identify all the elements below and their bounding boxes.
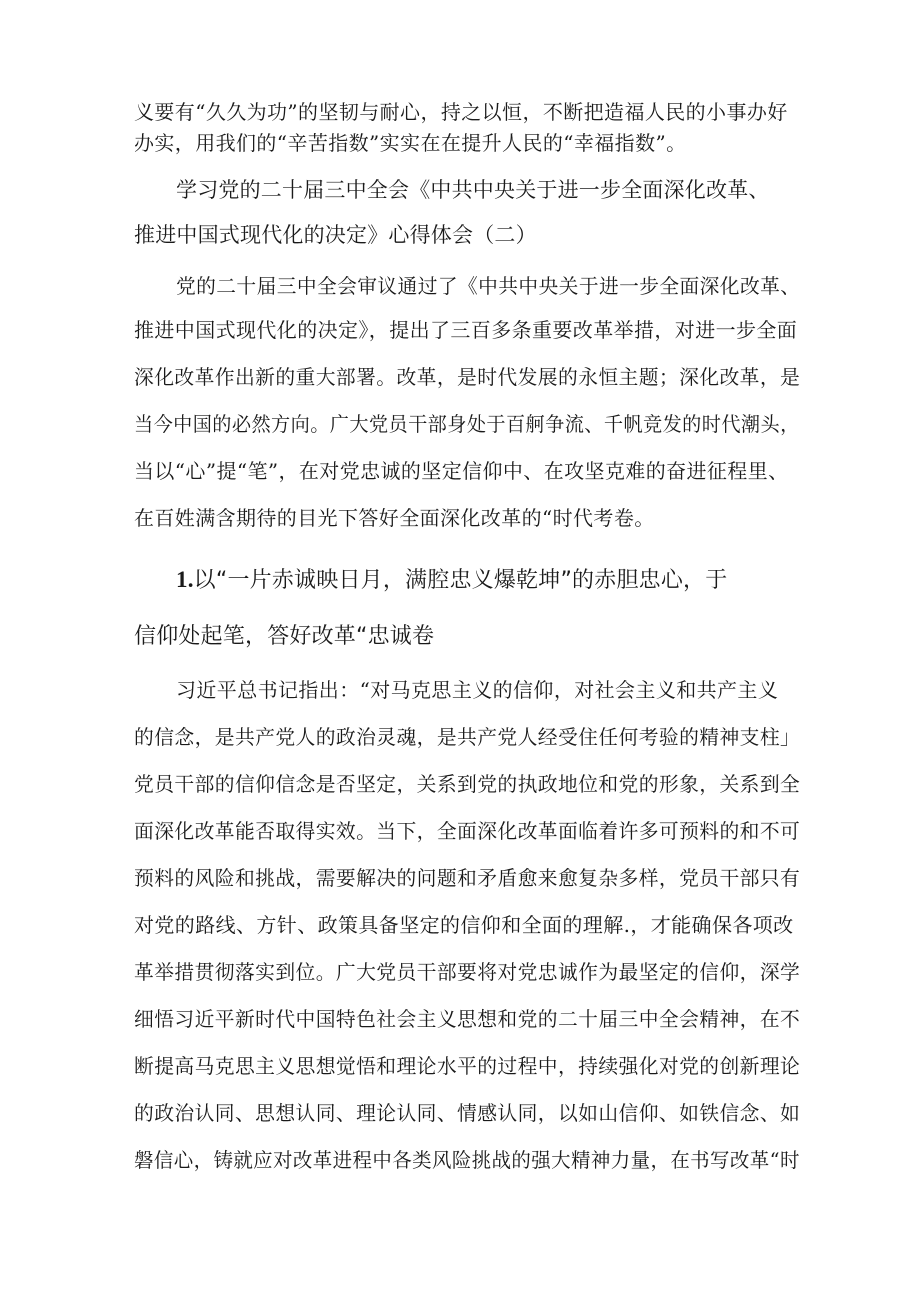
section-number: 1.	[176, 567, 194, 592]
paragraph-line: 习近平总书记指出：“对马克思主义的信仰，对社会主义和共产主义	[176, 678, 779, 702]
section-heading-text: 以“一片赤诚映日月，满腔忠义爆乾坤”的赤胆忠心，于	[193, 568, 728, 593]
paragraph-line: 预料的风险和挑战，需要解决的问题和矛盾愈来愈复杂多样，党员干部只有	[134, 866, 801, 890]
paragraph-line: 当今中国的必然方向。广大党员干部身处于百舸争流、千帆竞发的时代潮头，	[134, 412, 800, 436]
paragraph-line: 党员干部的信仰信念是否坚定，关系到党的执政地位和党的形象，关系到全	[134, 772, 801, 796]
paragraph-line: 对党的路线、方针、政策具备坚定的信仰和全面的理解.，才能确保各项改	[134, 913, 794, 937]
section-heading: 信仰处起笔，答好改革“忠诚卷	[134, 624, 435, 649]
paragraph-line: 的政治认同、思想认同、理论认同、情感认同，以如山信仰、如铁信念、如	[134, 1101, 801, 1125]
paragraph-line: 磐信心，铸就应对改革进程中各类风险挑战的强大精神力量，在书写改革“时	[134, 1148, 800, 1172]
paragraph-line: 细悟习近平新时代中国特色社会主义思想和党的二十届三中全会精神，在不	[134, 1007, 801, 1031]
paragraph-line: 革举措贯彻落实到位。广大党员干部要将对党忠诚作为最坚定的信仰，深学	[134, 960, 801, 984]
paragraph-line: 面深化改革能否取得实效。当下，全面深化改革面临着许多可预料的和不可	[134, 819, 801, 843]
paragraph-line: 推进中国式现代化的决定》，提出了三百多条重要改革举措，对进一步全面	[134, 318, 798, 342]
section-heading	[176, 568, 727, 593]
document-title: 学习党的二十届三中全会《中共中央关于进一步全面深化改革、	[176, 178, 770, 202]
paragraph-line: 深化改革作出新的重大部署。改革，是时代发展的永恒主题；深化改革，是	[134, 365, 801, 389]
paragraph-line: 当以“心”提“笔”，在对党忠诚的坚定信仰中、在攻坚克难的奋进征程里、	[134, 459, 789, 483]
paragraph-line: 党的二十届三中全会审议通过了《中共中央关于进一步全面深化改革、	[176, 274, 801, 298]
paragraph-line: 的信念，是共产党人的政治灵魂，是共产党人经受住任何考验的精神支柱」	[134, 725, 801, 749]
paragraph-line: 断提高马克思主义思想觉悟和理论水平的过程中，持续强化对党的创新理论	[134, 1054, 801, 1078]
paragraph-line: 在百姓满含期待的目光下答好全面深化改革的“时代考卷。	[134, 506, 655, 530]
paragraph-line: 办实，用我们的“辛苦指数”实实在在提升人民的“幸福指数”。	[134, 131, 687, 155]
paragraph-line: 义要有“久久为功”的坚韧与耐心，持之以恒，不断把造福人民的小事办好	[134, 100, 788, 124]
document-title: 推进中国式现代化的决定》心得体会（二）	[134, 223, 537, 247]
